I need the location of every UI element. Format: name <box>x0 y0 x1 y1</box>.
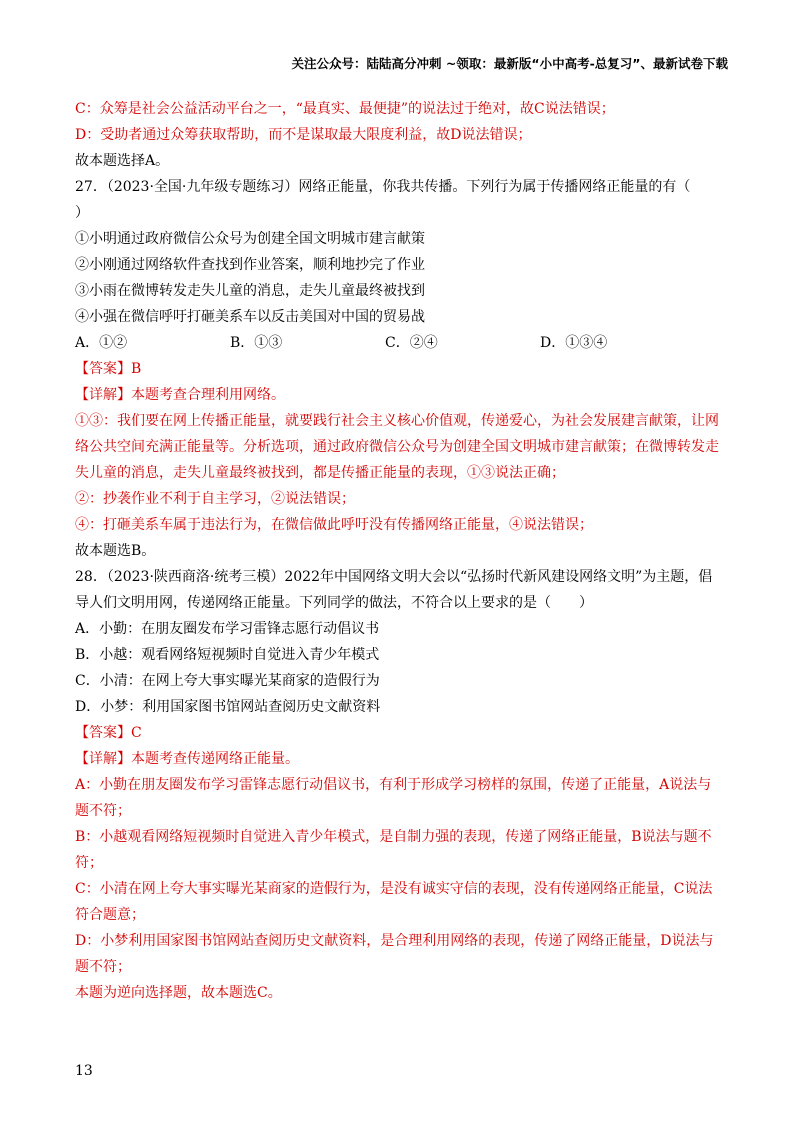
explanation-line: C：小清在网上夸大事实曝光某商家的造假行为，是没有诚实守信的表现，没有传递网络正能量，C说法 <box>75 881 713 897</box>
conclusion-line: 故本题选择A。 <box>75 153 170 169</box>
question-27-options <box>75 330 731 356</box>
question-27-stem: 27．（2023·全国·九年级专题练习）网络正能量，你我共传播。下列行为属于传播网络正能量的有（ <box>75 179 691 195</box>
explanation-line: 符； <box>75 855 103 871</box>
answer-label: 【答案】C <box>75 725 142 741</box>
option-b: B．小越：观看网络短视频时自觉进入青少年模式 <box>75 647 380 663</box>
explanation-line: ①③：我们要在网上传播正能量，就要践行社会主义核心价值观，传递爱心，为社会发展建言献策，让网 <box>75 413 719 429</box>
explanation-line: C：众筹是社会公益活动平台之一，“最真实、最便捷”的说法过于绝对，故C说法错误； <box>75 101 615 117</box>
detail-label: 【详解】本题考查传递网络正能量。 <box>75 751 299 767</box>
option-c: C．②④ <box>385 335 438 351</box>
answer-label: 【答案】B <box>75 361 142 377</box>
option-c: C．小清：在网上夸大事实曝光某商家的造假行为 <box>75 673 380 689</box>
conclusion-line: 本题为逆向选择题，故本题选C。 <box>75 985 282 1001</box>
statement-item: ②小刚通过网络软件查找到作业答案，顺利地抄完了作业 <box>75 257 425 273</box>
explanation-line: 符合题意； <box>75 907 145 923</box>
page-header: 关注公众号：陆陆高分冲刺 ~领取：最新版“小中高考-总复习”、最新试卷下载 <box>291 56 728 71</box>
question-28-stem-cont: 导人们文明用网，传递网络正能量。下列同学的做法，不符合以上要求的是（ ） <box>75 595 593 611</box>
statement-item: ③小雨在微博转发走失儿童的消息，走失儿童最终被找到 <box>75 283 425 299</box>
document-body <box>75 96 731 1006</box>
explanation-line: D：小梦利用国家图书馆网站查阅历史文献资料，是合理利用网络的表现，传递了网络正能量，D说法与 <box>75 933 714 949</box>
page-number: 13 <box>75 1063 93 1079</box>
option-a: A．①② <box>75 335 128 351</box>
option-d: D．①③④ <box>540 335 608 351</box>
explanation-line: D：受助者通过众筹获取帮助，而不是谋取最大限度利益，故D说法错误； <box>75 127 532 143</box>
option-b: B．①③ <box>230 335 283 351</box>
detail-label: 【详解】本题考查合理利用网络。 <box>75 387 285 403</box>
option-a: A．小勤：在朋友圈发布学习雷锋志愿行动倡议书 <box>75 621 380 637</box>
explanation-line: 失儿童的消息，走失儿童最终被找到，都是传播正能量的表现，①③说法正确； <box>75 465 565 481</box>
explanation-line: ④：打砸美系车属于违法行为，在微信做此呼吁没有传播网络正能量，④说法错误； <box>75 517 593 533</box>
statement-item: ①小明通过政府微信公众号为创建全国文明城市建言献策 <box>75 231 425 247</box>
explanation-line: B：小越观看网络短视频时自觉进入青少年模式，是自制力强的表现，传递了网络正能量，B说法与题不 <box>75 829 712 845</box>
question-28-stem: 28．（2023·陕西商洛·统考三模）2022年中国网络文明大会以“弘扬时代新风建设网络文明”为主题，倡 <box>75 569 713 585</box>
explanation-line: ②：抄袭作业不利于自主学习，②说法错误； <box>75 491 355 507</box>
question-27-stem-cont: ） <box>75 205 89 221</box>
explanation-line: 题不符； <box>75 959 131 975</box>
explanation-line: A：小勤在朋友圈发布学习雷锋志愿行动倡议书，有利于形成学习榜样的氛围，传递了正能量，A说法与 <box>75 777 712 793</box>
option-d: D．小梦：利用国家图书馆网站查阅历史文献资料 <box>75 699 381 715</box>
explanation-line: 络公共空间充满正能量等。分析选项，通过政府微信公众号为创建全国文明城市建言献策；在微博转发走 <box>75 439 719 455</box>
explanation-line: 题不符； <box>75 803 131 819</box>
statement-item: ④小强在微信呼吁打砸美系车以反击美国对中国的贸易战 <box>75 309 425 325</box>
conclusion-line: 故本题选B。 <box>75 543 156 559</box>
